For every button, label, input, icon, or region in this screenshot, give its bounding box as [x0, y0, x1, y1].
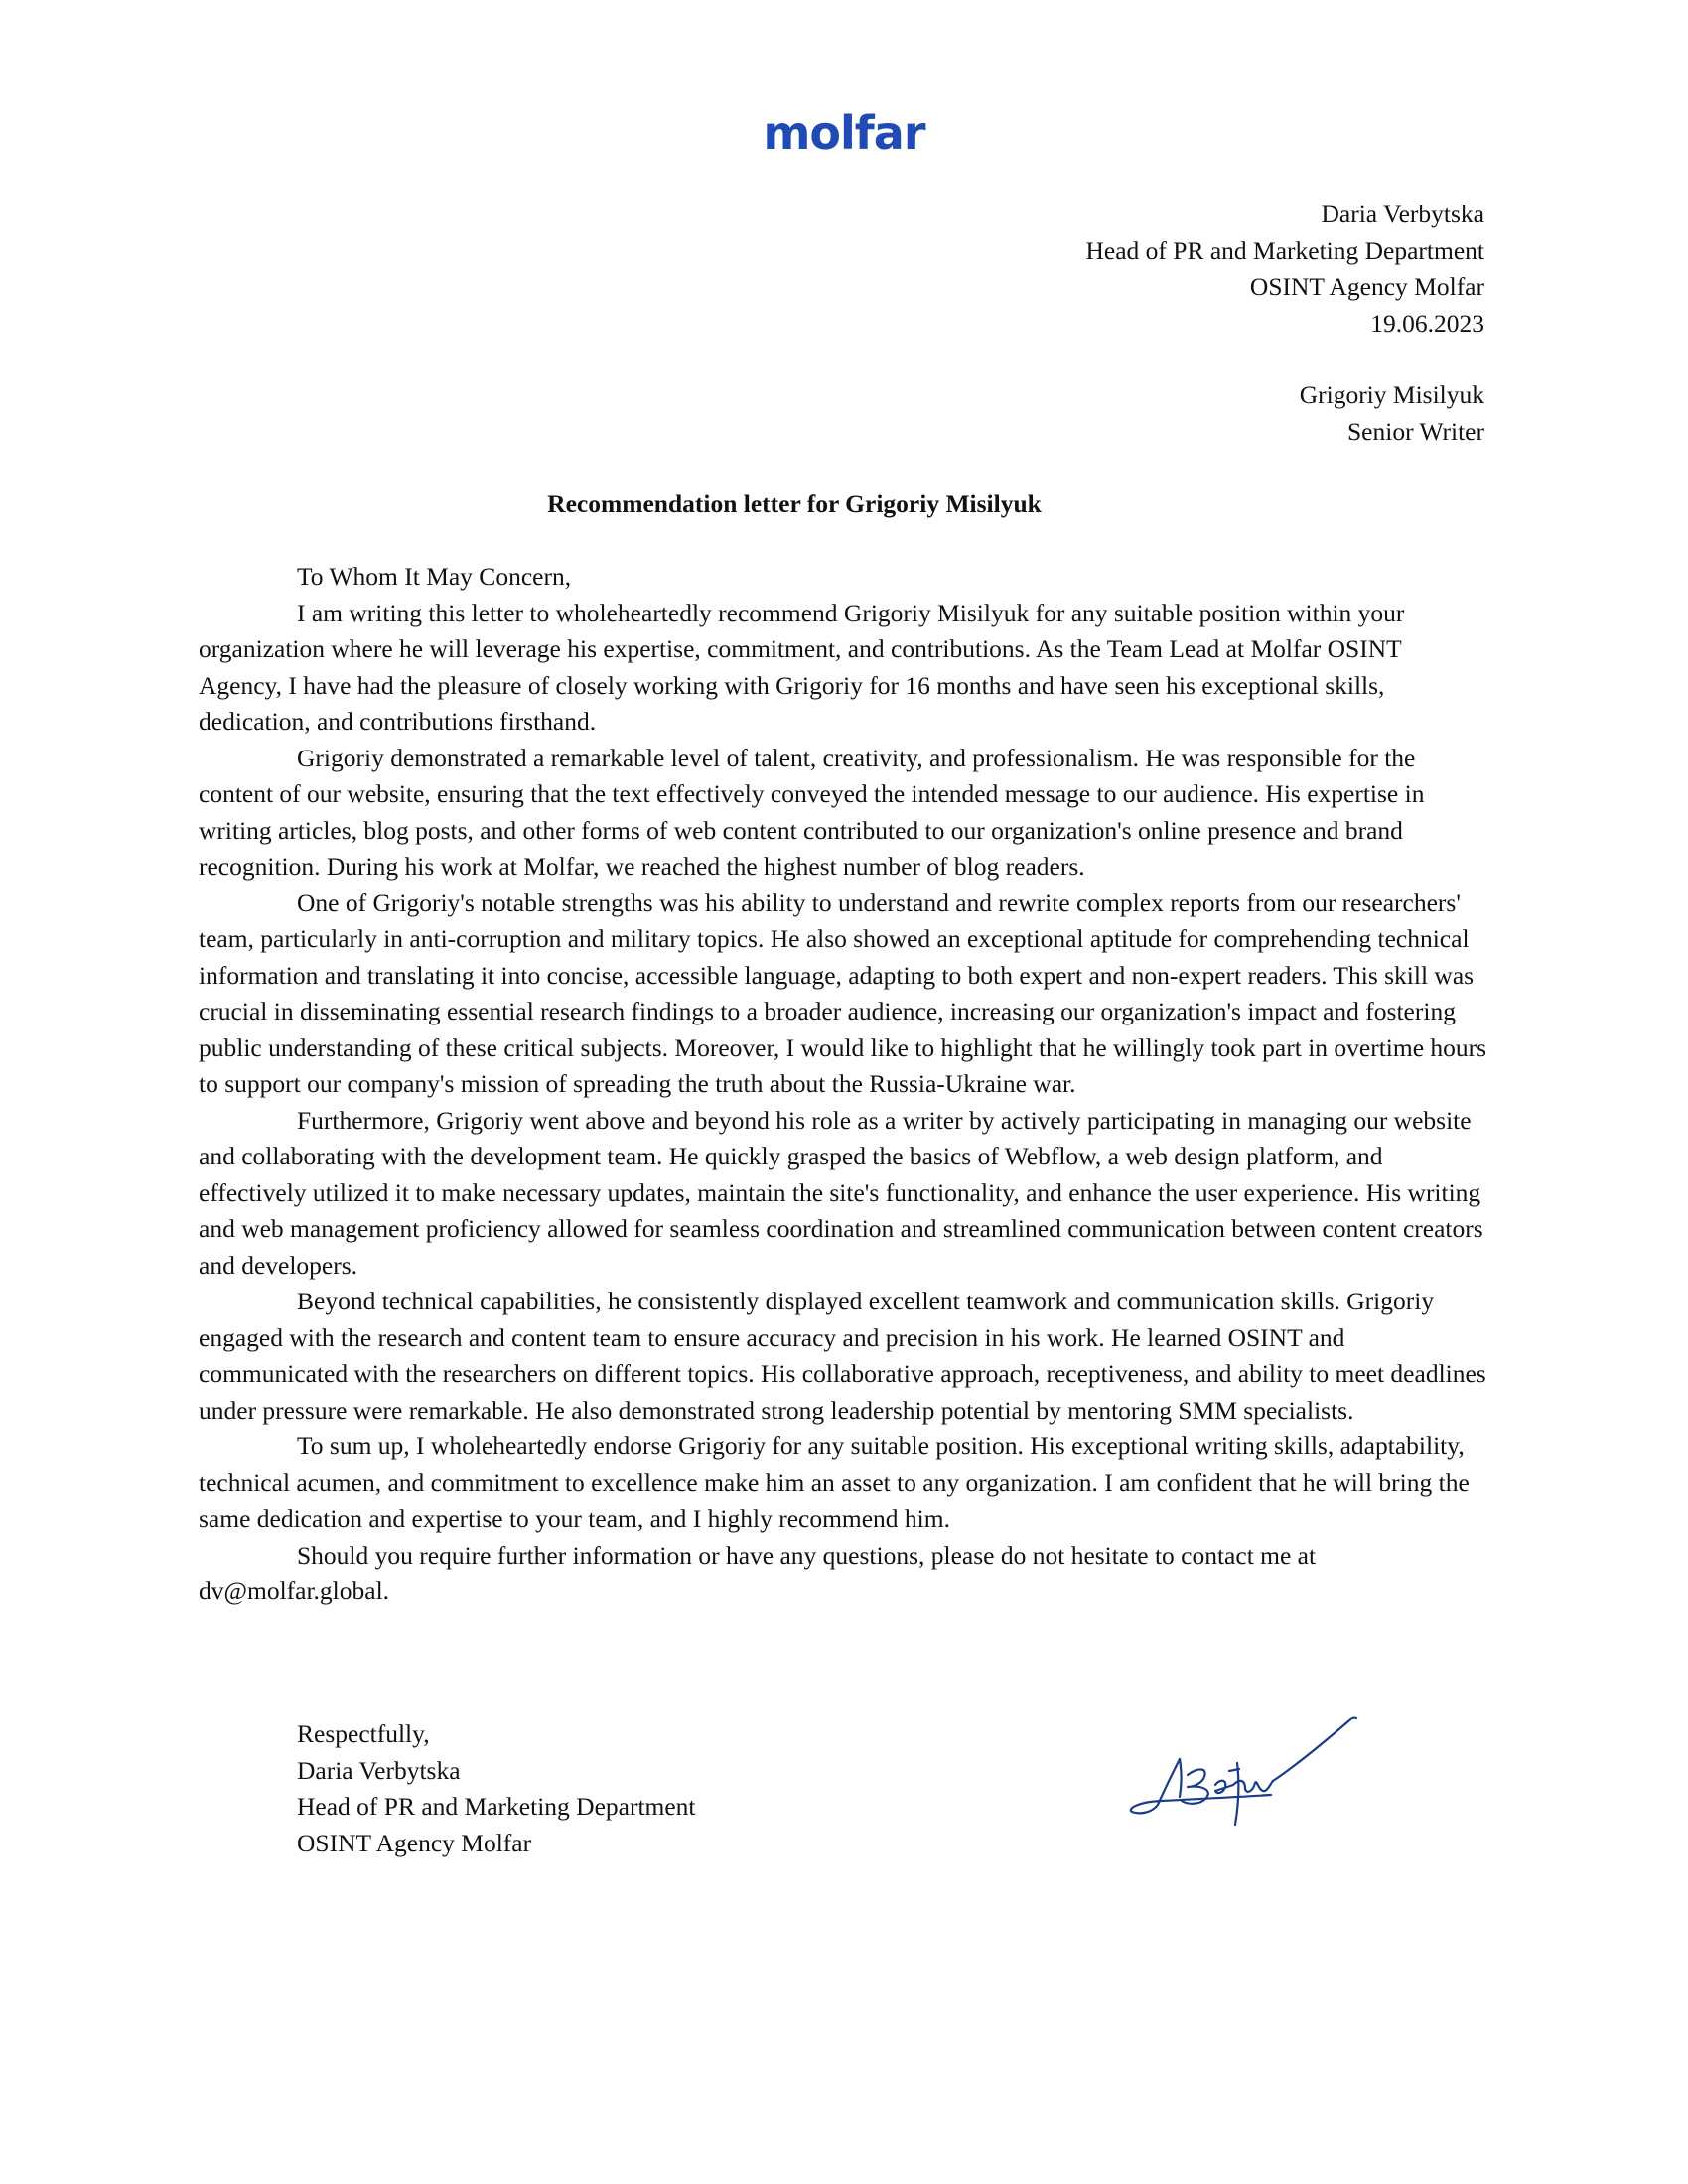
recipient-name: Grigoriy Misilyuk: [1299, 380, 1484, 409]
contact-paragraph: Should you require further information or have any questions, please do not hesitate to contact me at dv@molfar.global.: [199, 1540, 1317, 1605]
body-paragraph: One of Grigoriy's notable strengths was his ability to understand and rewrite complex reports from our researchers' team, particularly in anti-corruption and military topics. He also showed an exceptional aptitude for comprehending technical information and translating it into concise, accessible language, adapting to both expert and non-expert readers. This skill was crucial in disseminating essential research findings to a broader audience, increasing our organization's impact and fostering public understanding of these critical subjects. Moreover, I would like to highlight that he willingly took part in overtime hours to support our company's mission of spreading the truth about the Russia-Ukraine war.: [199, 887, 1487, 1098]
sender-block: [1085, 197, 1484, 341]
recipient-block: [1300, 377, 1484, 450]
handwritten-signature: [1122, 1709, 1370, 1834]
sender-name: Daria Verbytska: [1321, 200, 1484, 228]
closing-salutation: Respectfully,: [297, 1719, 430, 1748]
letter-date: 19.06.2023: [1370, 308, 1484, 338]
closing-name: Daria Verbytska: [297, 1755, 461, 1785]
greeting: To Whom It May Concern,: [297, 562, 572, 591]
molfar-logo: molfar: [763, 106, 925, 160]
letter-title: Recommendation letter for Grigoriy Misilyuk: [547, 489, 1042, 518]
body-paragraph: To sum up, I wholeheartedly endorse Grigoriy for any suitable position. His exceptional writing skills, adaptability, technical acumen, and commitment to excellence make him an asset to any organization. I am confident that he will bring the same dedication and expertise to your team, and I highly recommend him.: [199, 1432, 1470, 1533]
closing-organization: OSINT Agency Molfar: [297, 1828, 532, 1857]
letter-body: [199, 559, 1489, 1610]
body-paragraph: Furthermore, Grigoriy went above and beyond his role as a writer by actively participating in managing our website and collaborating with the development team. He quickly grasped the basics of Webflow, a web design platform, and effectively utilized it to make necessary updates, maintain the site's functionality, and enhance the user experience. His writing and web management proficiency allowed for seamless coordination and streamlined communication between content creators and developers.: [199, 1105, 1483, 1280]
body-paragraph: I am writing this letter to wholeheartedly recommend Grigoriy Misilyuk for any suitable position within your organization where he will leverage his expertise, commitment, and contributions. As the Team Lead at Molfar OSINT Agency, I have had the pleasure of closely working with Grigoriy for 16 months and have seen his exceptional skills, dedication, and contributions firsthand.: [199, 598, 1405, 736]
closing-block: [297, 1716, 696, 1861]
recipient-position: Senior Writer: [1346, 416, 1484, 446]
body-paragraph: Beyond technical capabilities, he consistently displayed excellent teamwork and communication skills. Grigoriy engaged with the research and content team to ensure accuracy and precision in his work. He learned OSINT and communicated with the researchers on different topics. His collaborative approach, receptiveness, and ability to meet deadlines under pressure were remarkable. He also demonstrated strong leadership potential by mentoring SMM specialists.: [199, 1287, 1486, 1425]
sender-position: Head of PR and Marketing Department: [1085, 235, 1484, 265]
closing-position: Head of PR and Marketing Department: [297, 1792, 696, 1821]
body-paragraph: Grigoriy demonstrated a remarkable level of talent, creativity, and professionalism. He was responsible for the content of our website, ensuring that the text effectively conveyed the intended message to our audience. His expertise in writing articles, blog posts, and other forms of web content contributed to our organization's online presence and brand recognition. During his work at Molfar, we reached the highest number of blog readers.: [199, 743, 1425, 881]
sender-organization: OSINT Agency Molfar: [1249, 272, 1484, 301]
